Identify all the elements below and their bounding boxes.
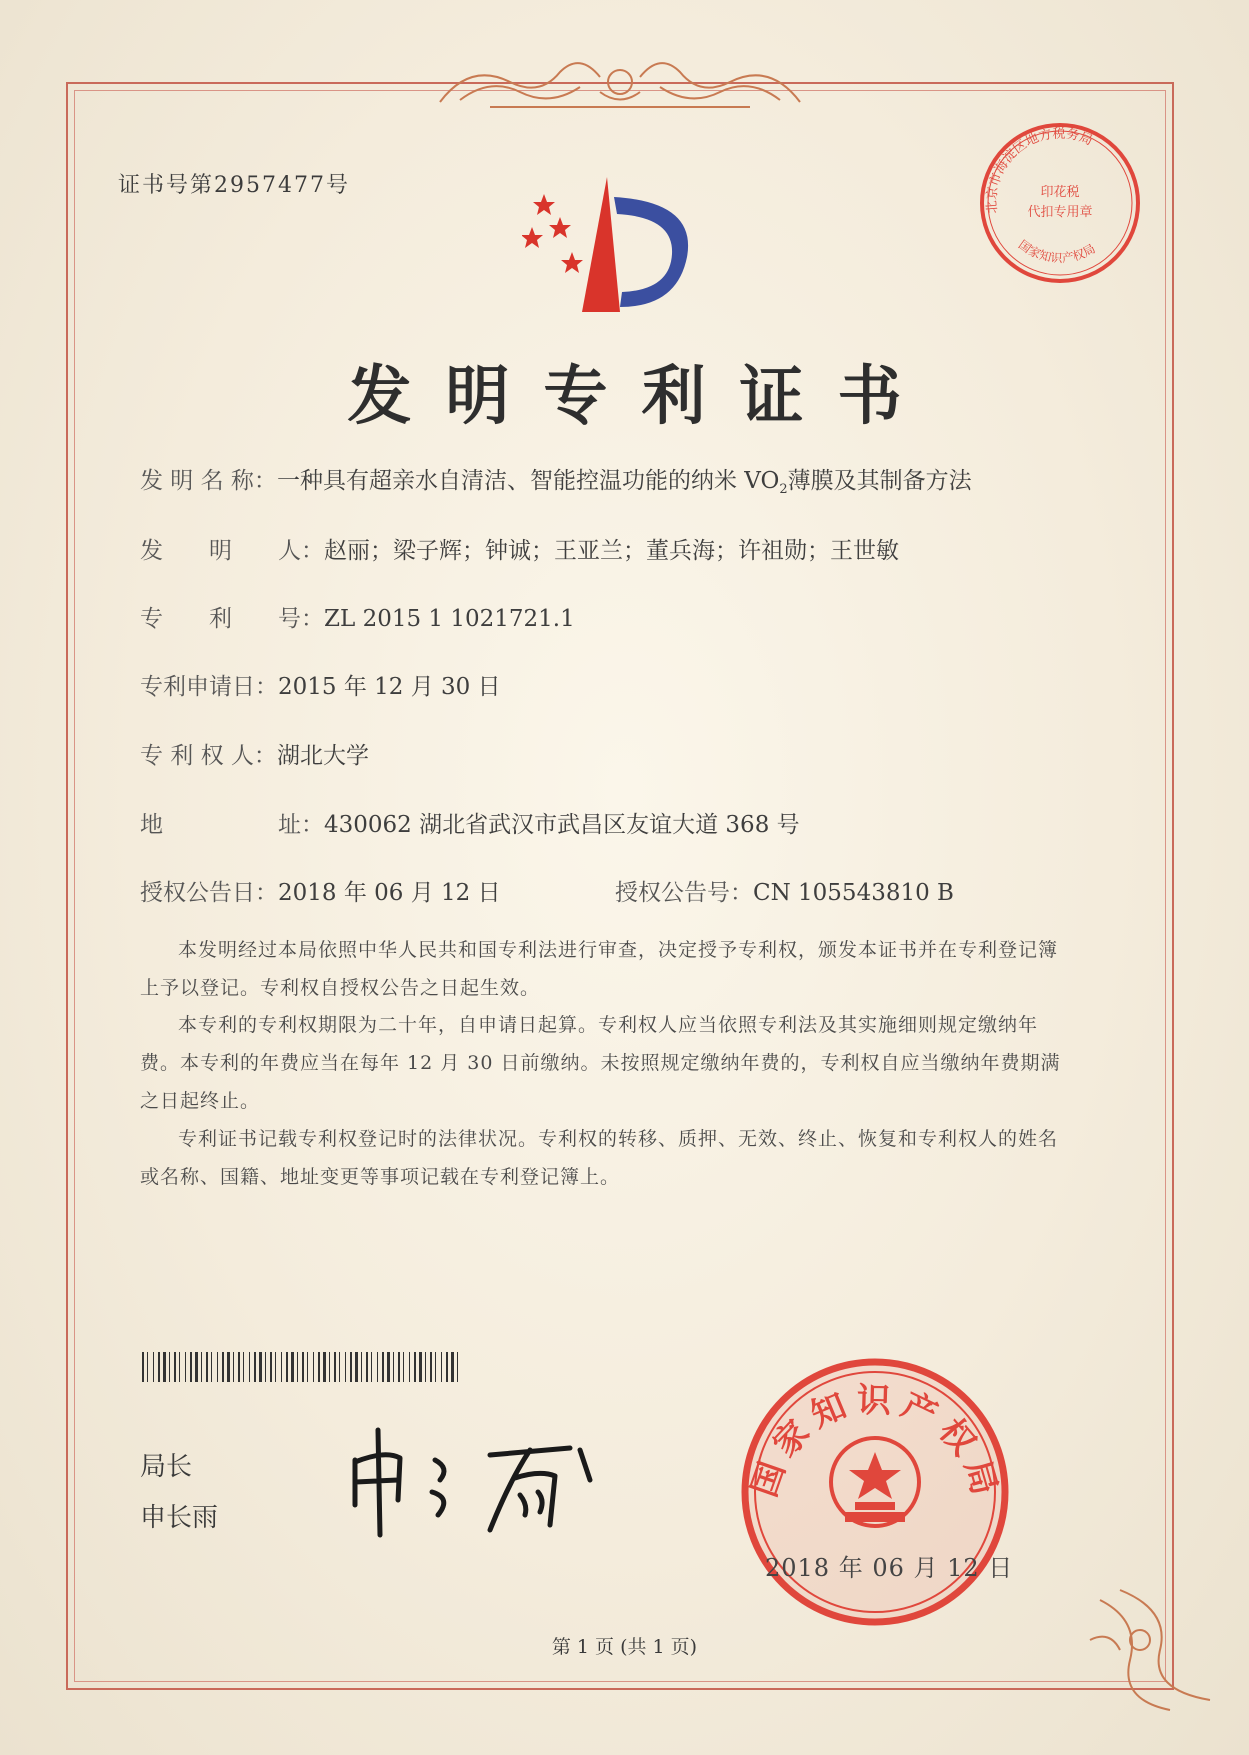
stamp-bottom-text: 国家知识产权局 xyxy=(1015,237,1098,266)
field-patent-number xyxy=(140,600,575,633)
invention-name-tail: 薄膜及其制备方法 xyxy=(787,468,972,494)
address-label: 地 址： xyxy=(140,812,324,838)
field-patentee xyxy=(140,737,369,770)
field-invention-name xyxy=(140,462,972,495)
stamp-outer-text: 北京市海淀区地方税务局 xyxy=(984,126,1095,215)
invention-name-subscript: 2 xyxy=(779,482,788,497)
patent-office-logo-icon xyxy=(522,172,722,322)
field-address xyxy=(140,806,800,839)
statement-paragraph-3: 专利证书记载专利权登记时的法律状况。专利权的转移、质押、无效、终止、恢复和专利权人的姓名或名称、国籍、地址变更等事项记载在专利登记簿上。 xyxy=(140,1128,1059,1188)
grant-number-value: CN 105543810 B xyxy=(753,880,954,906)
seal-text: 国家知识产权局 xyxy=(744,1380,1007,1507)
patentee-label: 专 利 权 人： xyxy=(140,743,277,769)
top-ornament-icon xyxy=(430,52,810,112)
grant-number-label: 授权公告号： xyxy=(615,880,753,906)
field-grant-number xyxy=(615,874,954,907)
seal-date: 2018 年 06 月 12 日 xyxy=(765,1554,1014,1582)
grant-date-value: 2018 年 06 月 12 日 xyxy=(278,880,501,906)
office-seal-icon xyxy=(735,1352,1015,1632)
statement-paragraph-2: 本专利的专利权期限为二十年，自申请日起算。专利权人应当依照专利法及其实施细则规定缴纳年费。本专利的年费应当在每年 12 月 30 日前缴纳。未按照规定缴纳年费的，专利权自应当缴纳年费期满之日起终止。 xyxy=(140,1014,1061,1112)
address-value: 430062 湖北省武汉市武昌区友谊大道 368 号 xyxy=(324,812,800,838)
barcode-icon xyxy=(142,1352,462,1382)
certificate-title: 发明专利证书 xyxy=(347,359,936,434)
invention-name-label: 发 明 名 称： xyxy=(140,468,277,494)
field-grant-date xyxy=(140,874,501,907)
inventors-label: 发 明 人： xyxy=(140,538,324,564)
grant-date-label: 授权公告日： xyxy=(140,880,278,906)
stamp-inner-line2: 代扣专用章 xyxy=(1027,205,1093,220)
field-filing-date xyxy=(140,668,501,701)
filing-date-value: 2015 年 12 月 30 日 xyxy=(278,674,501,700)
director-name: 申长雨 xyxy=(140,1503,219,1533)
patentee-value: 湖北大学 xyxy=(276,743,369,769)
invention-name-value: 一种具有超亲水自清洁、智能控温功能的纳米 VO xyxy=(276,468,780,494)
svg-text:北京市海淀区地方税务局 xyxy=(984,127,1095,214)
page-number: 第 1 页 (共 1 页) xyxy=(551,1636,698,1658)
patent-number-label: 专 利 号： xyxy=(140,606,324,632)
filing-date-label: 专利申请日： xyxy=(140,674,278,700)
director-title: 局长 xyxy=(140,1452,193,1482)
svg-text:国家知识产权局 xyxy=(1016,238,1098,266)
inventors-value: 赵丽；梁子辉；钟诚；王亚兰；董兵海；许祖勋；王世敏 xyxy=(324,538,899,564)
stamp-inner-line1: 印花税 xyxy=(1040,185,1080,200)
patent-number-value: ZL 2015 1 1021721.1 xyxy=(324,606,575,632)
tax-stamp-icon xyxy=(975,118,1145,288)
director-signature-icon xyxy=(340,1420,640,1540)
statement-paragraph-1: 本发明经过本局依照中华人民共和国专利法进行审查，决定授予专利权，颁发本证书并在专利登记簿上予以登记。专利权自授权公告之日起生效。 xyxy=(140,939,1059,999)
certificate-number: 证书号第2957477号 xyxy=(118,173,350,198)
field-inventors xyxy=(140,532,899,565)
